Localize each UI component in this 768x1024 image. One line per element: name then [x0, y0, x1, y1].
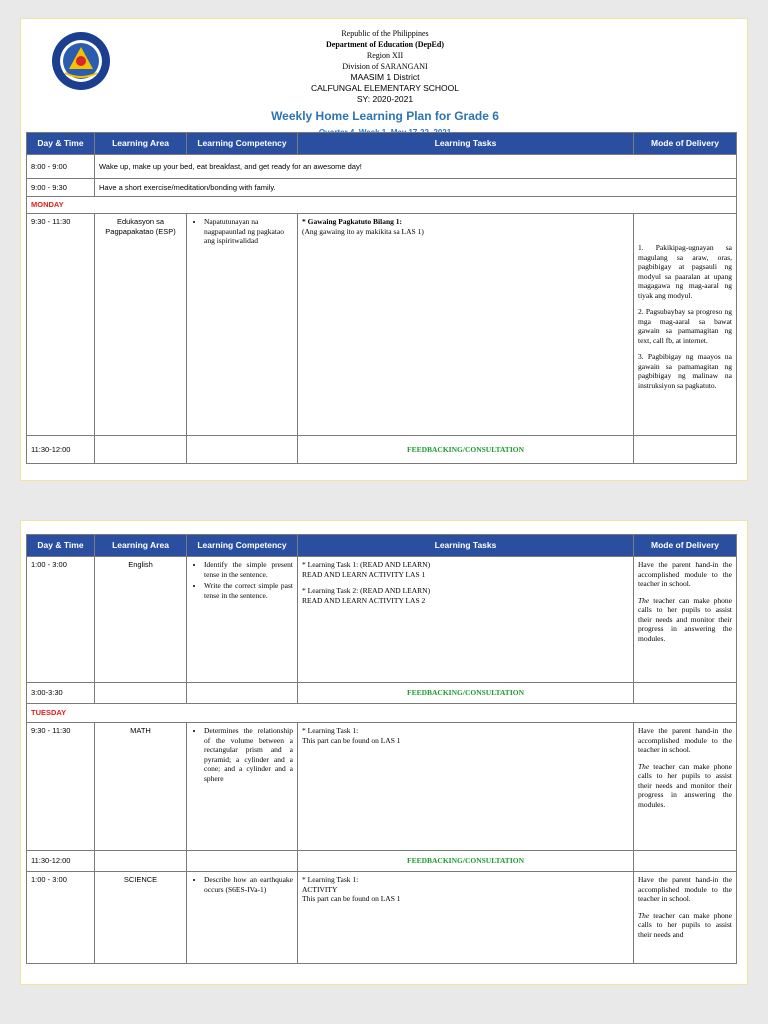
table-row: [27, 214, 737, 436]
learning-area-cell: SCIENCE: [95, 872, 187, 964]
time-cell: 9:30 - 11:30: [27, 723, 95, 851]
empty-cell: [634, 683, 737, 704]
task-line: * Learning Task 1:: [302, 875, 359, 884]
feedback-label: FEEDBACKING/CONSULTATION: [298, 851, 634, 872]
time-cell: 9:00 - 9:30: [27, 179, 95, 197]
task-note: (Ang gawaing ito ay makikita sa LAS 1): [302, 226, 424, 236]
tasks-cell: [298, 872, 634, 964]
empty-cell: [634, 851, 737, 872]
task-line: * Learning Task 2: (READ AND LEARN): [302, 586, 431, 595]
feedback-label: FEEDBACKING/CONSULTATION: [298, 683, 634, 704]
day-row: [27, 197, 737, 214]
time-cell: 9:30 - 11:30: [27, 214, 95, 436]
day-row: [27, 704, 737, 723]
table-row: [27, 436, 737, 464]
plan-table: [26, 534, 737, 964]
competency-cell: [187, 214, 298, 436]
col-header: Learning Competency: [187, 133, 298, 155]
day-label: MONDAY: [27, 197, 737, 214]
time-cell: 1:00 - 3:00: [27, 557, 95, 683]
col-header: Mode of Delivery: [634, 535, 737, 557]
document-header: [21, 19, 749, 137]
col-header: Learning Area: [95, 133, 187, 155]
learning-area-cell: English: [95, 557, 187, 683]
empty-cell: [634, 436, 737, 464]
col-header: Learning Tasks: [298, 133, 634, 155]
time-cell: 8:00 - 9:00: [27, 155, 95, 179]
col-header: Learning Competency: [187, 535, 298, 557]
district-label: MAASIM 1 District: [350, 72, 420, 82]
table-row: [27, 557, 737, 683]
task-line: This part can be found on LAS 1: [302, 894, 401, 903]
page-1: [20, 18, 748, 481]
table-row: [27, 872, 737, 964]
task-line: * Learning Task 1:: [302, 726, 359, 735]
table-header-row: [27, 133, 737, 155]
task-line: READ AND LEARN ACTIVITY LAS 2: [302, 595, 426, 605]
feedback-label: FEEDBACKING/CONSULTATION: [298, 436, 634, 464]
competency-cell: [187, 723, 298, 851]
day-label: TUESDAY: [27, 704, 737, 723]
table-row: [27, 723, 737, 851]
task-line: * Learning Task 1: (READ AND LEARN): [302, 560, 431, 569]
tasks-cell: [298, 557, 634, 683]
col-header: Mode of Delivery: [634, 133, 737, 155]
mode-emphasis: The: [638, 910, 650, 920]
mode-item: [638, 596, 732, 644]
col-header: Learning Area: [95, 535, 187, 557]
mode-item: 1. Pakikipag-ugnayan sa magulang sa araw, oras, pagbibigay at pagsauli ng modyul sa paaralan at upang magagawa ng mag-aaral ng tiyak ang modyul.: [638, 243, 732, 300]
time-cell: 11:30-12:00: [27, 436, 95, 464]
mode-item: 3. Pagbibigay ng maayos na gawain sa pamamagitan ng pagbibigay ng malinaw na instruksiyon sa pagkatuto.: [638, 352, 732, 390]
activity-cell: Wake up, make up your bed, eat breakfast, and get ready for an awesome day!: [95, 155, 737, 179]
task-title: * Gawaing Pagkatuto Bilang 1:: [302, 217, 403, 226]
empty-cell: [187, 436, 298, 464]
mode-cell: [634, 723, 737, 851]
mode-cell: [634, 214, 737, 436]
time-cell: 3:00-3:30: [27, 683, 95, 704]
header-line: Division of SARANGANI: [342, 62, 428, 71]
time-cell: 11:30-12:00: [27, 851, 95, 872]
mode-item: Have the parent hand-in the accomplished module to the teacher in school.: [638, 726, 732, 754]
time-cell: 1:00 - 3:00: [27, 872, 95, 964]
header-line: Region XII: [366, 51, 404, 60]
mode-text: teacher can make phone calls to her pupils to assist their needs and: [638, 910, 732, 939]
table-header-row: [27, 535, 737, 557]
task-line: READ AND LEARN ACTIVITY LAS 1: [302, 569, 426, 579]
mode-emphasis: The: [638, 595, 650, 605]
col-header: Learning Tasks: [298, 535, 634, 557]
header-line: Department of Education (DepEd): [326, 40, 444, 49]
school-year: SY: 2020-2021: [356, 94, 414, 104]
learning-area-cell: Edukasyon sa Pagpapakatao (ESP): [95, 214, 187, 436]
mode-item: [638, 911, 732, 940]
empty-cell: [187, 851, 298, 872]
empty-cell: [95, 436, 187, 464]
mode-item: [638, 762, 732, 810]
mode-cell: [634, 557, 737, 683]
school-name: CALFUNGAL ELEMENTARY SCHOOL: [310, 83, 459, 93]
empty-cell: [95, 851, 187, 872]
competency-item: • Describe how an earthquake occurs (S6ES-IVa-1): [204, 875, 293, 894]
task-line: This part can be found on LAS 1: [302, 735, 401, 745]
table-row: [27, 179, 737, 197]
page-2: [20, 520, 748, 985]
table-row: [27, 155, 737, 179]
mode-item: 2. Pagsubaybay sa progreso ng mga mag-aaral sa bawat gawain sa pamamagitan ng text, call fb, at internet.: [638, 307, 732, 345]
col-header: Day & Time: [27, 535, 95, 557]
task-line: ACTIVITY: [302, 884, 338, 894]
mode-emphasis: The: [638, 761, 650, 771]
competency-item: • Identify the simple present tense in the sentence.: [204, 560, 293, 579]
competency-cell: [187, 872, 298, 964]
competency-cell: [187, 557, 298, 683]
table-row: [27, 683, 737, 704]
activity-cell: Have a short exercise/meditation/bonding with family.: [95, 179, 737, 197]
tasks-cell: [298, 723, 634, 851]
header-line: Republic of the Philippines: [341, 29, 429, 38]
competency-item: • Napatutunayan na nagpapaunlad ng pagkatao ang ispiritwalidad: [204, 217, 293, 246]
competency-item: • Determines the relationship of the volume between a rectangular prism and a pyramid; a cylinder and a cone; and a cylinder and a sphere: [204, 726, 293, 783]
mode-cell: [634, 872, 737, 964]
table-row: [27, 851, 737, 872]
mode-item: Have the parent hand-in the accomplished module to the teacher in school.: [638, 875, 732, 903]
mode-item: Have the parent hand-in the accomplished module to the teacher in school.: [638, 560, 732, 588]
learning-area-cell: MATH: [95, 723, 187, 851]
competency-item: • Write the correct simple past tense in the sentence.: [204, 581, 293, 600]
mode-text: teacher can make phone calls to her pupils to assist their needs and monitor their progress in answering the modules.: [638, 595, 732, 643]
col-header: Day & Time: [27, 133, 95, 155]
empty-cell: [187, 683, 298, 704]
tasks-cell: [298, 214, 634, 436]
plan-table: [26, 132, 737, 464]
empty-cell: [95, 683, 187, 704]
mode-text: teacher can make phone calls to her pupils to assist their needs and monitor their progress in answering the modules.: [638, 761, 732, 809]
page-title: Weekly Home Learning Plan for Grade 6: [271, 109, 499, 123]
